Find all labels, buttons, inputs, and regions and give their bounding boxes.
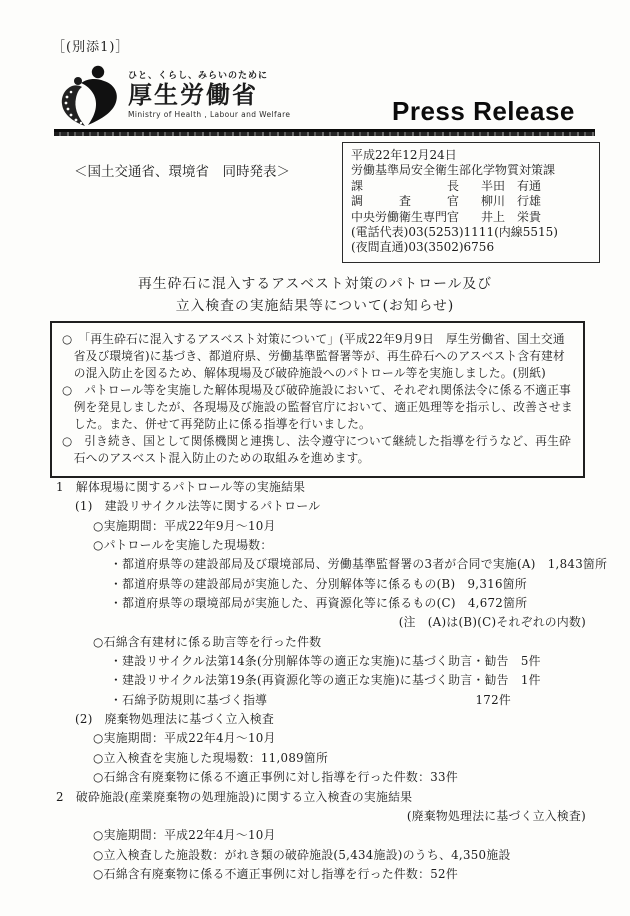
body-line-text: (注 (A)は(B)(C)それぞれの内数) [398, 615, 586, 630]
body-line-text: ○立入検査した施設数：がれき類の破砕施設(5,434施設)のうち、4,350施設 [93, 847, 511, 862]
body-line-text: ・建設リサイクル法第14条(分別解体等の適正な実施)に基づく助言・勧告 5件 [110, 654, 541, 669]
body-line [56, 788, 596, 807]
contact-box [342, 142, 600, 263]
contact-staff-row [351, 194, 591, 209]
contact-role: 課長 [351, 178, 459, 193]
body-line [56, 633, 596, 652]
body-line-note [56, 807, 596, 826]
contact-phone-night: (夜間直通)03(3502)6756 [351, 240, 495, 255]
body-line-text: ・石綿予防規則に基づく指導 [110, 692, 268, 707]
body-line [56, 594, 596, 613]
mhlw-logo [58, 64, 290, 128]
body-line [56, 768, 596, 787]
document-title-line1: 再生砕石に混入するアスベスト対策のパトロール及び [137, 276, 493, 292]
body-line-text: ○石綿含有廃棄物に係る不適正事例に対し指導を行った件数：52件 [93, 866, 458, 881]
body-line-text: ・都道府県等の建設部局及び環境部局、労働基準監督署の3者が合同で実施(A) 1,843箇所 [110, 557, 608, 572]
mhlw-heart-figures-icon [58, 64, 122, 128]
body-line [56, 710, 596, 729]
body-line [56, 497, 596, 516]
contact-name: 井上 栄貴 [481, 209, 542, 224]
header-rule [54, 129, 595, 136]
document-title-line2: 立入検査の実施結果等について(お知らせ) [175, 298, 455, 314]
body-line [56, 575, 596, 594]
summary-item: ○ 引き続き、国として関係機関と連携し、法令遵守について継続した指導を行うなど、再生砕石へのアスベスト混入防止のための取組みを進めます。 [62, 434, 571, 465]
contact-role: 中央労働衛生専門官 [351, 209, 460, 224]
body-line [56, 749, 596, 768]
body-line [56, 865, 596, 884]
body-line [56, 555, 608, 574]
contact-name: 柳川 行雄 [481, 194, 542, 209]
body-line-text: ○石綿含有廃棄物に係る不適正事例に対し指導を行った件数：33件 [93, 770, 458, 785]
body-line-text: ○実施期間：平成22年4月～10月 [93, 731, 276, 746]
body-line-text: (1) 建設リサイクル法等に関するパトロール [75, 499, 321, 514]
body-line-text: (廃棄物処理法に基づく立入検査) [406, 808, 586, 823]
contact-role: 調査官 [351, 194, 459, 209]
body-line [56, 846, 596, 865]
contact-staff-row [351, 179, 591, 194]
body-line-text: (2) 廃棄物処理法に基づく立入検査 [75, 712, 275, 727]
contact-staff-row [351, 210, 591, 225]
body-line-text: 1 解体現場に関するパトロール等の実施結果 [56, 480, 306, 494]
attachment-label: ［(別添1)］ [52, 40, 130, 55]
body-line-text: ○実施期間：平成22年9月～10月 [93, 518, 276, 533]
contact-name: 半田 有通 [481, 178, 542, 193]
body-line-text: ○石綿含有建材に係る助言等を行った件数 [93, 634, 322, 649]
ministry-name: 厚生労働省 [128, 81, 258, 109]
summary-item: ○ パトロール等を実施した解体現場及び破砕施設において、それぞれ関係法令に係る不適正事例を発見しましたが、各現場及び施設の監督官庁において、適正処理等を指示し、改善させました。また、併せて再発防止に係る指導を行いました。 [62, 383, 573, 431]
body-section [56, 478, 608, 884]
body-line [56, 517, 596, 536]
body-line-text: ・都道府県等の建設部局が実施した、分別解体等に係るもの(B) 9,316箇所 [110, 576, 527, 591]
body-line-text: ○実施期間：平成22年4月～10月 [93, 828, 276, 843]
body-line-text: ・建設リサイクル法第19条(再資源化等の適正な実施)に基づく助言・勧告 1件 [110, 673, 541, 688]
body-line [56, 536, 596, 555]
logo-text-block [128, 64, 290, 119]
body-line [56, 826, 596, 845]
body-line [56, 478, 596, 497]
body-line-right-value: 172件 [475, 692, 511, 707]
body-line-text: ・都道府県等の環境部局が実施した、再資源化等に係るもの(C) 4,672箇所 [110, 596, 528, 611]
contact-phone-main: (電話代表)03(5253)1111(内線5515) [351, 225, 558, 240]
joint-release-note: ＜国土交通省、環境省 同時発表＞ [74, 164, 290, 180]
body-line-text: 2 破砕施設(産業廃棄物の処理施設)に関する立入検査の実施結果 [56, 789, 413, 804]
body-line [56, 652, 596, 671]
contact-date: 平成22年12月24日 [351, 148, 457, 162]
press-release-title: Press Release [392, 96, 575, 126]
document-title [0, 273, 630, 317]
contact-department: 労働基準局安全衛生部化学物質対策課 [351, 163, 556, 178]
body-line [56, 671, 596, 690]
body-line-text: ○立入検査を実施した現場数：11,089箇所 [93, 750, 329, 765]
body-line [56, 691, 596, 710]
body-line-text: ○パトロールを実施した現場数： [93, 538, 273, 553]
body-line [56, 729, 596, 748]
summary-item: ○ 「再生砕石に混入するアスベスト対策について」(平成22年9月9日 厚生労働省、国土交通省及び環境省)に基づき、都道府県、労働基準監督署等が、再生砕石へのアスベスト含有建材の混入防止を図るため、解体現場及び破砕施設へのパトロール等を実施しました。(別紙) [62, 332, 565, 380]
ministry-name-en: Ministry of Health , Labour and Welfare [128, 109, 291, 119]
summary-box [50, 321, 585, 478]
body-line-note [56, 613, 596, 632]
logo-tagline: ひと、くらし、みらいのために [128, 71, 269, 81]
